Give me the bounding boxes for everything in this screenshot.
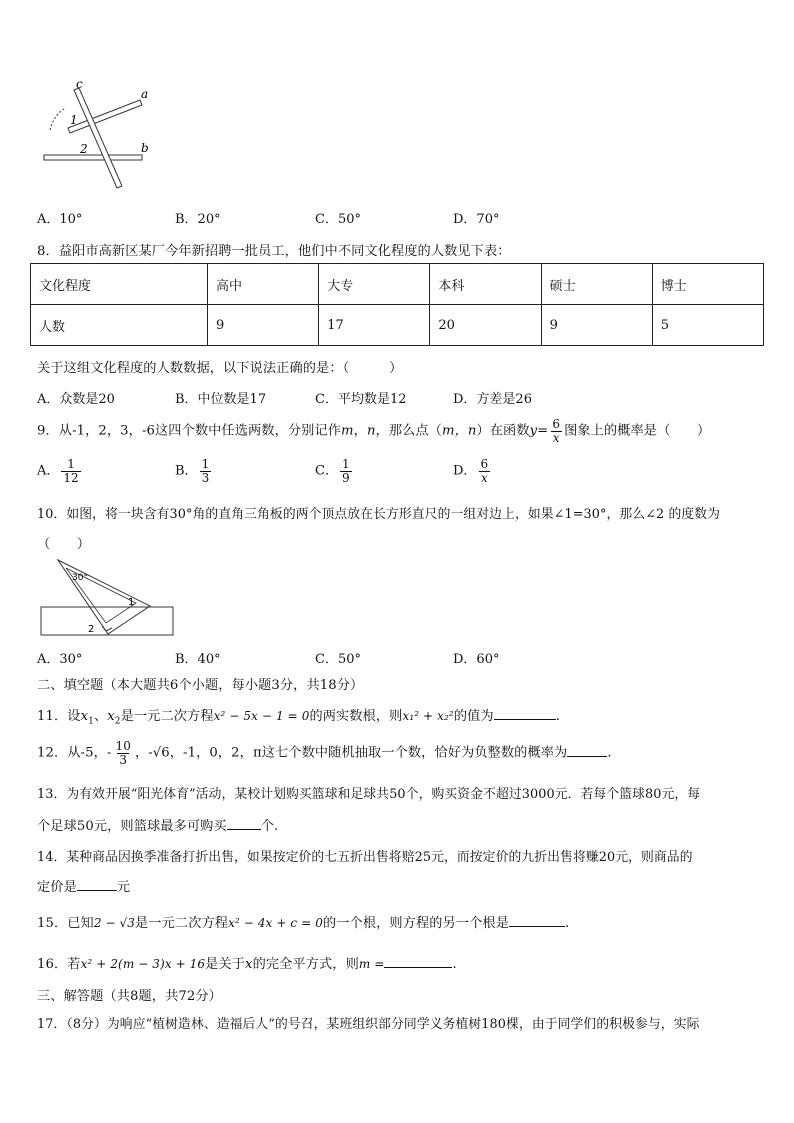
table-cell: 本科 [430, 264, 541, 305]
fraction-numerator: 6 [552, 417, 561, 431]
q8-option-b: B．中位数是17 [175, 392, 267, 407]
table-cell: 9 [541, 305, 652, 346]
q7-figure [30, 78, 160, 193]
q11: 11．设$x_1$、$x_2$是一元二次方程x² − 5x − 1 = 0的两实数根，则x₁² + x₂²的值为 . [37, 709, 560, 727]
q14-line2: 定价是 元 [37, 880, 131, 895]
q9-var-m: m [341, 423, 354, 439]
q10-option-b: B．40° [175, 652, 221, 667]
q10-paren: （ ） [37, 537, 91, 552]
answer-blank[interactable] [494, 707, 556, 720]
table-row [31, 305, 764, 346]
q17-line1: 17．（8分）为响应“植树造林、造福后人”的号召，某班组织部分同学义务植树180棵，由于同学们的积极参与，实际 [37, 1017, 700, 1032]
q8-table [30, 263, 764, 346]
q10-option-d: D．60° [453, 652, 500, 667]
q8-option-d: D．方差是26 [453, 392, 532, 407]
q9-option-d: D． $\frac{6}{x}$ [453, 457, 489, 485]
table-row [31, 264, 764, 305]
q10-stem: 10．如图，将一块含有30°角的直角三角板的两个顶点放在长方形直尺的一组对边上，如果∠1=30°，那么∠2 的度数为 [37, 507, 721, 522]
q12: 12．从-5，- $\frac{10}{3}$ ，-√6，-1，0，2，π这七个数中随机抽取一个数，恰好为负整数的概率为 . [37, 739, 612, 767]
line-a [68, 100, 142, 133]
q9-stem-mid: ，那么点（ [375, 423, 442, 439]
label-30-degree: 30° [72, 573, 88, 583]
answer-blank[interactable] [509, 914, 565, 927]
label-angle1: 1 [70, 113, 78, 127]
q10-option-c: C．50° [315, 652, 361, 667]
label-angle2: 2 [88, 624, 95, 635]
answer-blank[interactable] [77, 878, 117, 891]
q9-option-a: A． $\frac{1}{12}$ [37, 457, 79, 485]
q9-option-b: B． $\frac{1}{3}$ [175, 457, 210, 485]
table-cell: 高中 [208, 264, 319, 305]
table-cell: 大专 [319, 264, 430, 305]
label-angle1: 1 [128, 597, 135, 608]
q7-option-c: C．50° [315, 212, 361, 227]
q9-point: m，n [441, 423, 477, 439]
q7-option-a: A．10° [37, 212, 83, 227]
q9-var-n: n [366, 423, 376, 439]
q14-line1: 14．某种商品因换季准备打折出售，如果按定价的七五折出售将赔25元，而按定价的九折出售将赚20元，则商品的 [37, 850, 693, 865]
table-cell: 文化程度 [31, 264, 208, 305]
q10-figure [38, 558, 178, 640]
q13-line2: 个足球50元，则篮球最多可购买 个. [37, 819, 279, 834]
q13-line1: 13．为有效开展“阳光体育”活动，某校计划购买篮球和足球共50个，购买资金不超过3000元．若每个篮球80元，每 [37, 787, 701, 802]
table-cell: 博士 [652, 264, 763, 305]
table-cell: 9 [208, 305, 319, 346]
q9-stem-suffix: 图象上的概率是（ ） [564, 423, 711, 439]
table-cell: 硕士 [541, 264, 652, 305]
line-c [74, 88, 122, 188]
q15: 15．已知2 − √3是一元二次方程x² − 4x + c = 0的一个根，则方程的另一个根是 . [37, 916, 570, 931]
q10-option-a: A．30° [37, 652, 83, 667]
q9-option-c: C． $\frac{1}{9}$ [315, 457, 350, 485]
label-b: b [141, 141, 149, 155]
table-cell: 人数 [31, 305, 208, 346]
q7-option-d: D．70° [453, 212, 500, 227]
q9-comma: ， [353, 423, 367, 439]
q8-option-c: C．平均数是12 [315, 392, 407, 407]
answer-blank[interactable] [567, 744, 607, 757]
q9-y-eq: y= [529, 423, 549, 439]
label-angle2: 2 [80, 142, 88, 156]
rotation-arrow [50, 108, 66, 130]
fraction-denominator: x [552, 430, 560, 445]
answer-blank[interactable] [227, 817, 261, 830]
line-b [44, 155, 142, 160]
answer-blank[interactable] [384, 955, 452, 968]
q9-stem-prefix: 9．从-1，2，3，-6这四个数中任选两数，分别记作 [37, 423, 342, 439]
table-cell: 17 [319, 305, 430, 346]
q8-option-a: A．众数是20 [37, 392, 115, 407]
q8-stem: 8．益阳市高新区某厂今年新招聘一批员工，他们中不同文化程度的人数见下表： [37, 244, 511, 259]
q9-stem-mid2: ）在函数 [476, 423, 530, 439]
q7-option-b: B．20° [175, 212, 221, 227]
section-2-heading: 二、填空题（本大题共6个小题，每小题3分，共18分） [37, 678, 364, 693]
table-cell: 20 [430, 305, 541, 346]
section-3-heading: 三、解答题（共8题，共72分） [37, 989, 222, 1004]
table-cell: 5 [652, 305, 763, 346]
label-c: c [76, 78, 83, 91]
q8-question: 关于这组文化程度的人数数据，以下说法正确的是：（ ） [37, 361, 403, 376]
q9-function-fraction [550, 418, 562, 444]
label-a: a [141, 87, 149, 101]
q9-stem [37, 418, 710, 444]
q16: 16．若x² + 2(m − 3)x + 16是关于x的完全平方式，则m = . [37, 957, 457, 972]
